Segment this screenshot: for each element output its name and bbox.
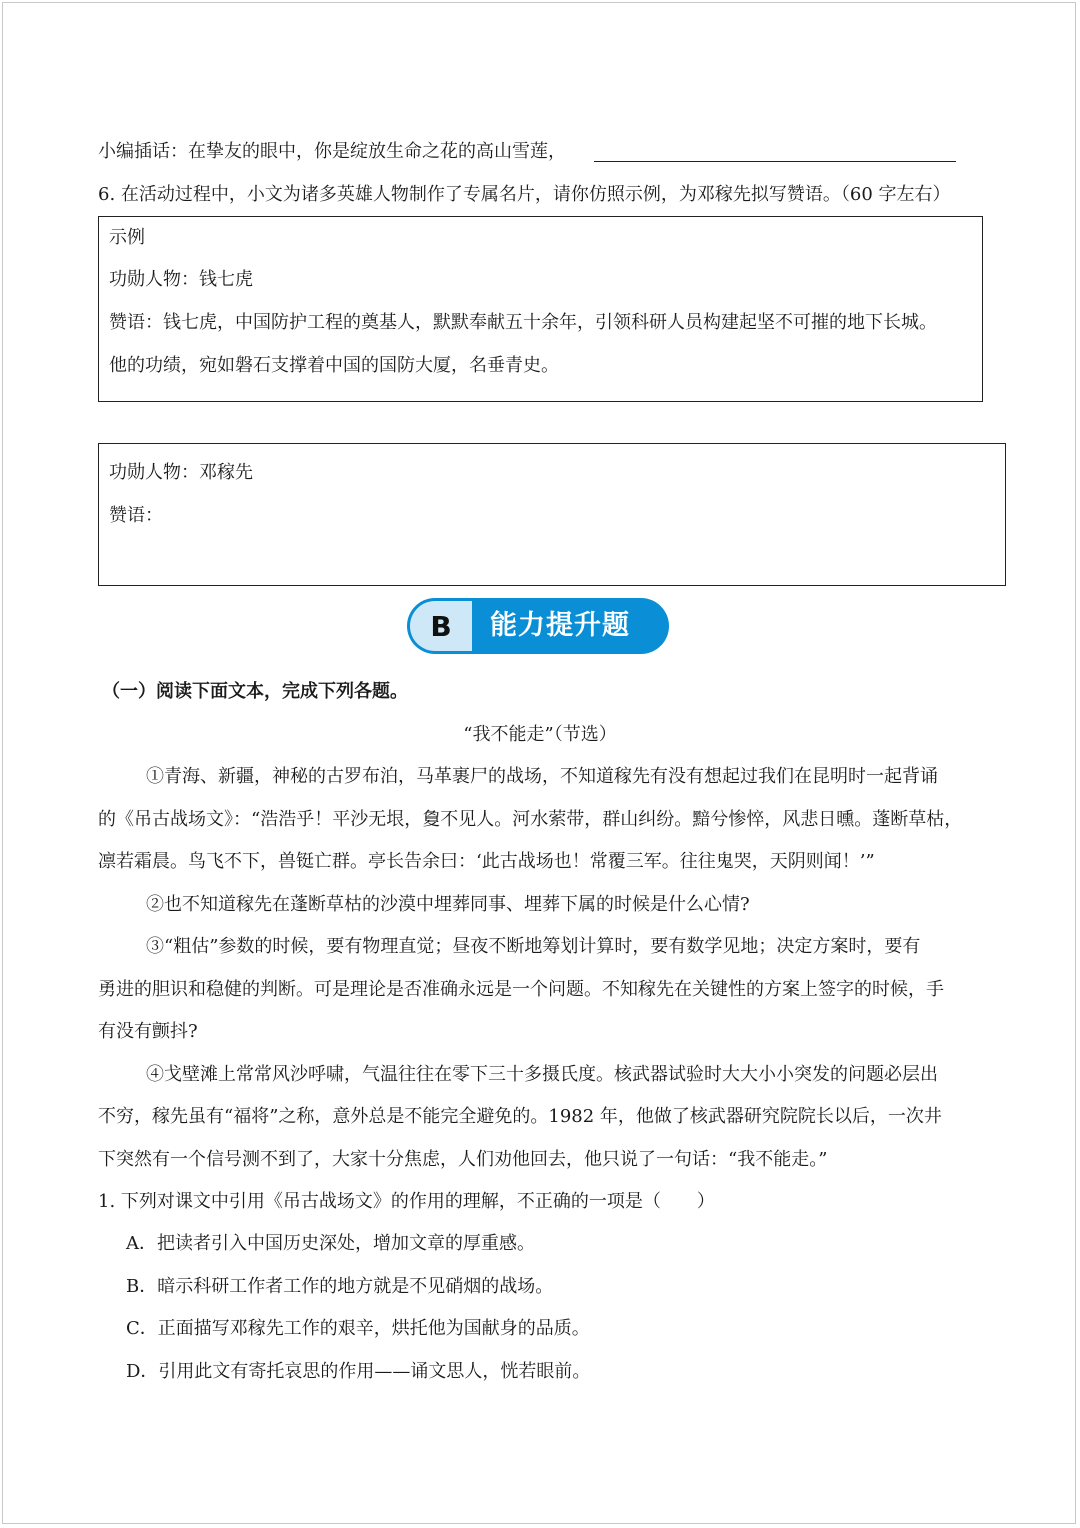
example-praise-line-2: 他的功绩，宛如磐石支撑着中国的国防大厦，名垂青史。 [109,355,559,376]
question-6: 6. 在活动过程中，小文为诸多英雄人物制作了专属名片，请你仿照示例，为邓稼先拟写赞语。（60 字左右） [98,184,951,205]
section-banner [407,598,669,654]
question-1-stem: 1. 下列对课文中引用《吊古战场文》的作用的理解，不正确的一项是（ ） [98,1191,715,1212]
passage-p4-line-2: 不穷，稼先虽有“福将”之称，意外总是不能完全避免的。1982 年，他做了核武器研究院院长以后，一次井 [98,1106,942,1127]
passage-p1-line-3: 凛若霜晨。鸟飞不下，兽铤亡群。亭长告余曰：‘此古战场也！常覆三军。往往鬼哭，天阴则闻！’” [98,851,875,872]
answer-box[interactable] [98,443,1006,586]
passage-p3-line-2: 勇进的胆识和稳健的判断。可是理论是否准确永远是一个问题。不知稼先在关键性的方案上签字的时候，手 [98,979,944,1000]
intro-line: 小编插话：在挚友的眼中，你是绽放生命之花的高山雪莲， [98,141,566,162]
answer-person: 功勋人物：邓稼先 [109,462,253,483]
answer-praise-label: 赞语： [109,505,163,526]
option-b[interactable]: B．暗示科研工作者工作的地方就是不见硝烟的战场。 [126,1276,554,1297]
passage-p1-line-1: ①青海、新疆，神秘的古罗布泊，马革裹尸的战场，不知道稼先有没有想起过我们在昆明时一起背诵 [146,766,938,787]
answer-blank-line[interactable] [594,161,956,162]
passage-p1-line-2: 的《吊古战场文》：“浩浩乎！平沙无垠，敻不见人。河水萦带，群山纠纷。黯兮惨悴，风悲日曛。蓬断草枯， [98,809,963,830]
example-heading: 示例 [109,227,145,248]
passage-p4-line-3: 下突然有一个信号测不到了，大家十分焦虑，人们劝他回去，他只说了一句话：“我不能走。” [98,1149,828,1170]
passage-p2-line-1: ②也不知道稼先在蓬断草枯的沙漠中埋葬同事、埋葬下属的时候是什么心情? [146,894,750,915]
option-d[interactable]: D．引用此文有寄托哀思的作用——诵文思人，恍若眼前。 [126,1361,591,1382]
banner-title: 能力提升题 [490,610,630,641]
section-heading: （一）阅读下面文本，完成下列各题。 [102,681,408,702]
passage-p3-line-3: 有没有颤抖? [98,1021,198,1042]
example-person: 功勋人物：钱七虎 [109,269,253,290]
example-box [98,216,983,402]
passage-p4-line-1: ④戈壁滩上常常风沙呼啸，气温往往在零下三十多摄氏度。核武器试验时大大小小突发的问题必层出 [146,1064,938,1085]
option-a[interactable]: A．把读者引入中国历史深处，增加文章的厚重感。 [126,1233,535,1254]
option-c[interactable]: C．正面描写邓稼先工作的艰辛，烘托他为国献身的品质。 [126,1318,590,1339]
article-title: “我不能走”（节选） [463,724,617,745]
example-praise-line-1: 赞语：钱七虎，中国防护工程的奠基人，默默奉献五十余年，引领科研人员构建起坚不可摧的地下长城。 [109,312,937,333]
passage-p3-line-1: ③“粗估”参数的时候，要有物理直觉；昼夜不断地筹划计算时，要有数学见地；决定方案时，要有 [146,936,921,957]
banner-letter: B [410,601,472,651]
